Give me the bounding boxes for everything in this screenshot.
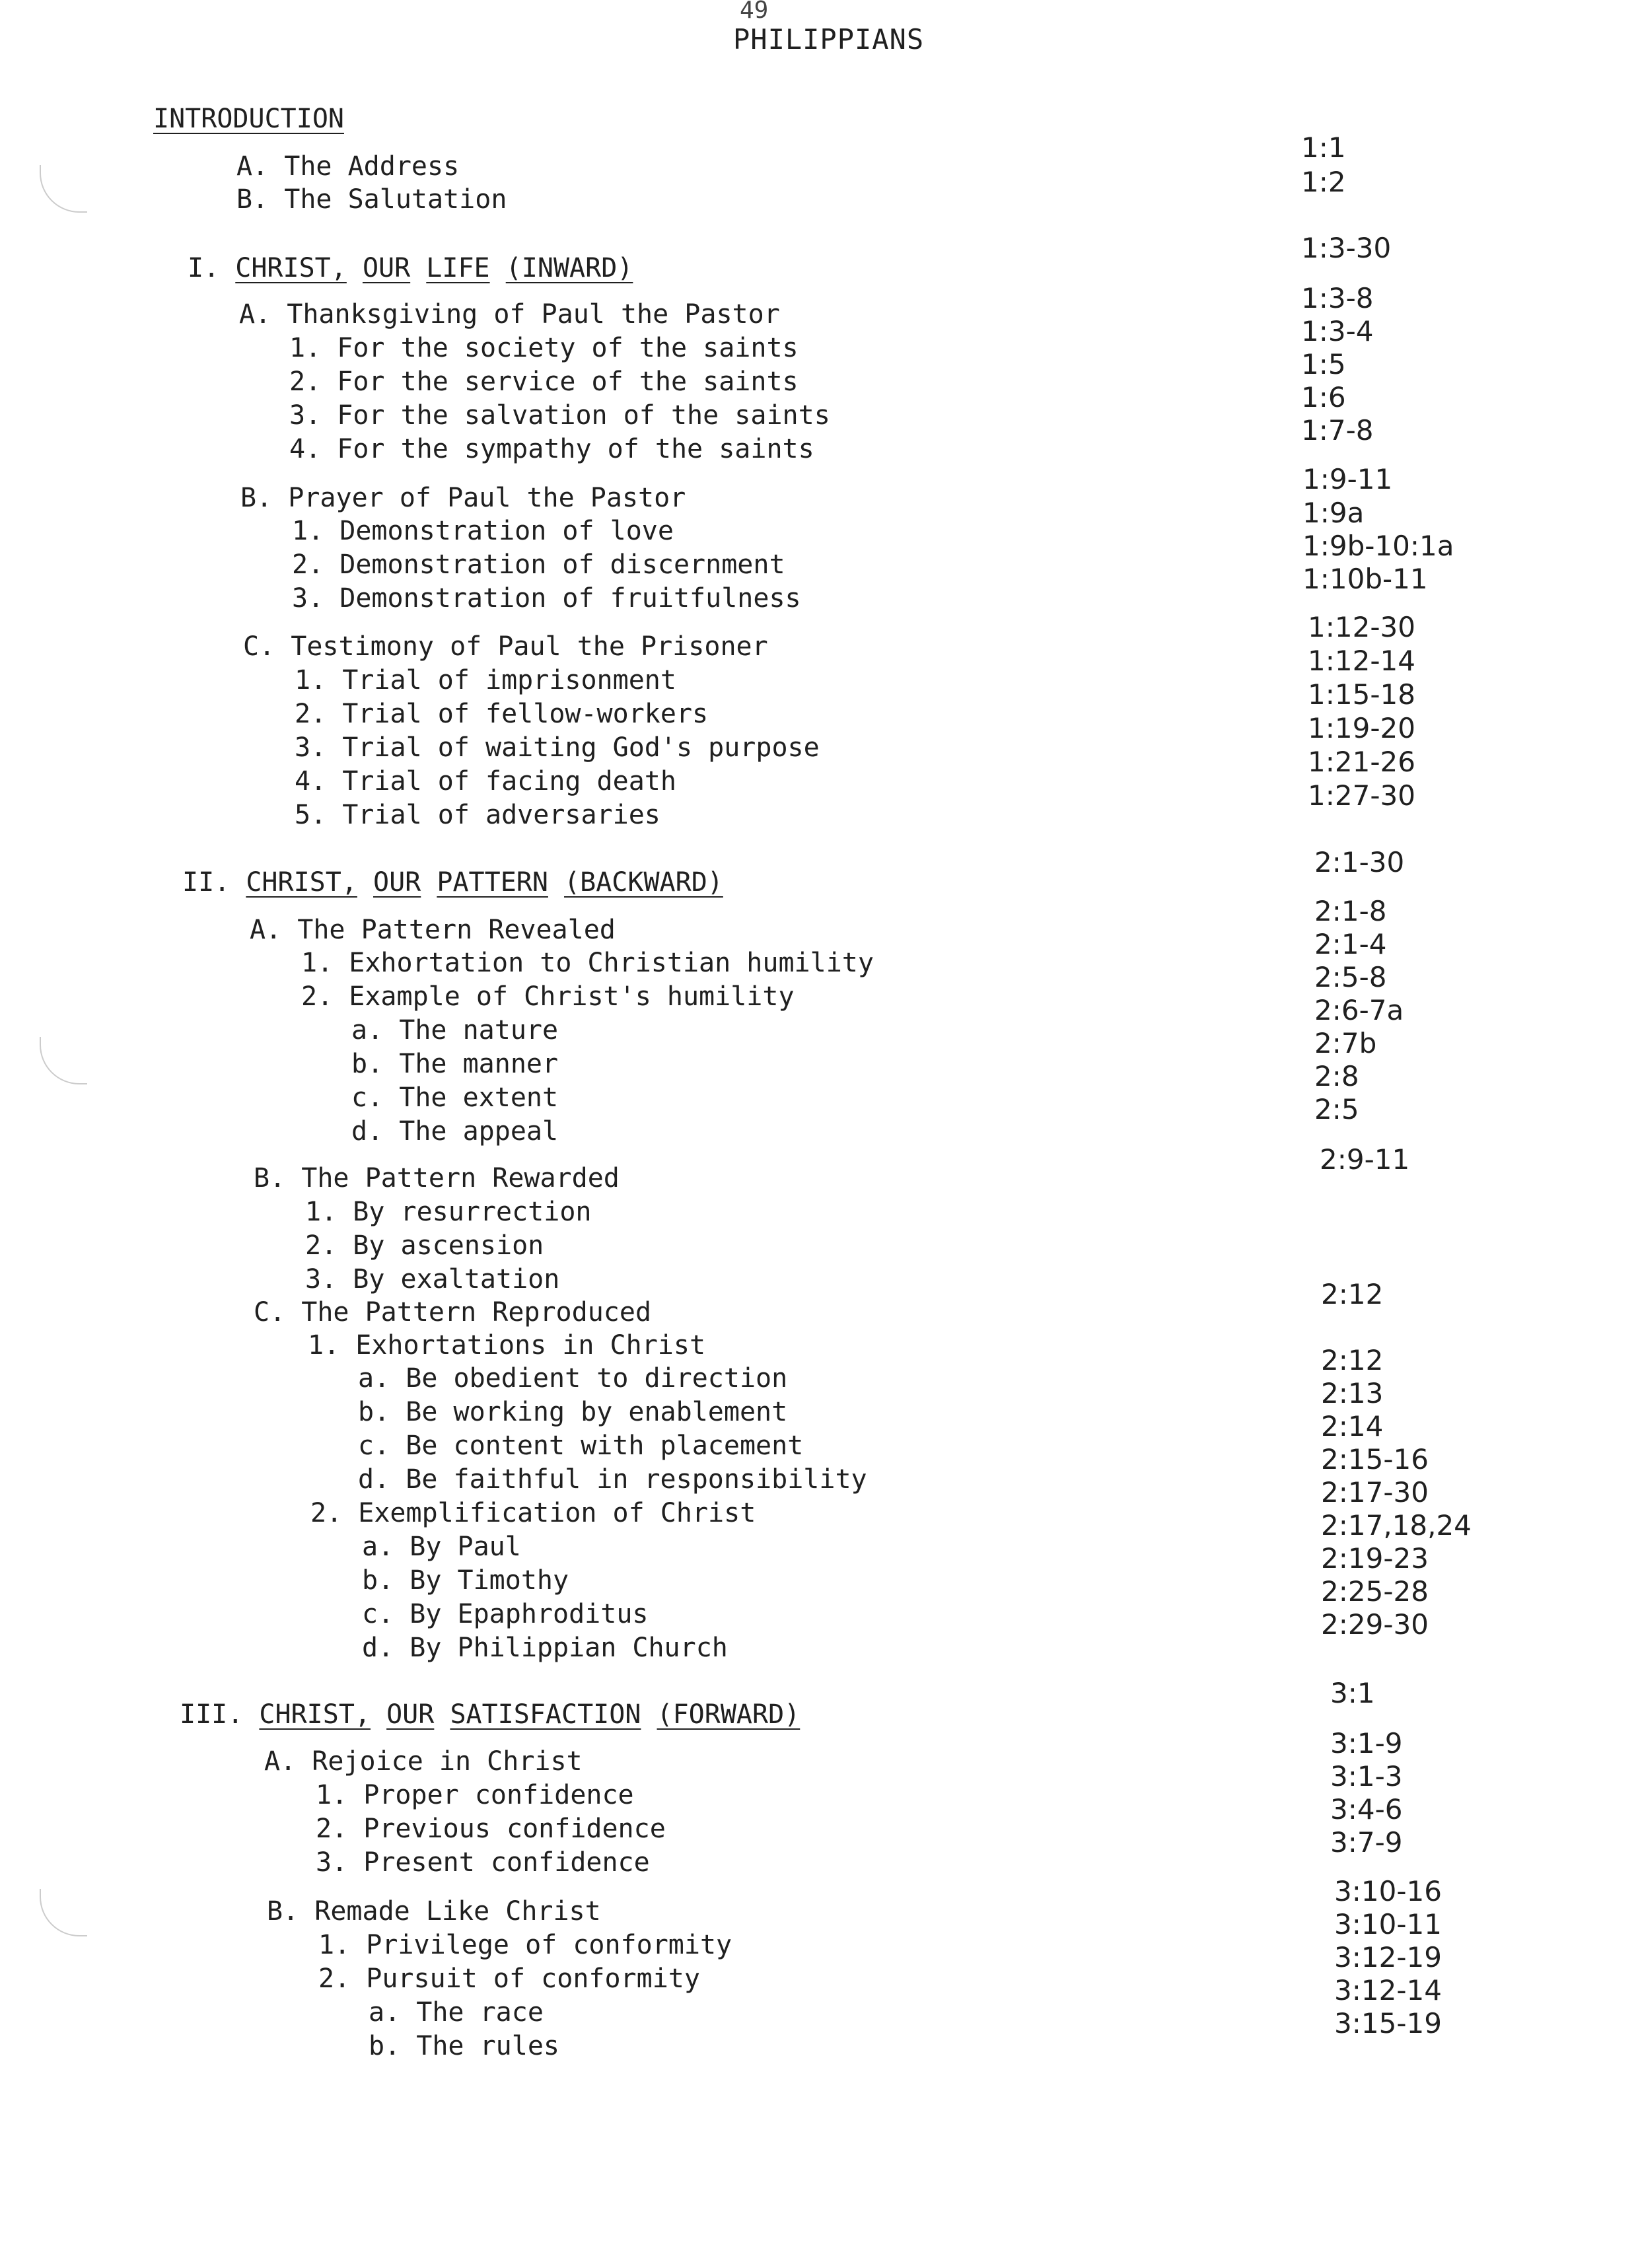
scripture-ref: 2:1-30 (1314, 846, 1405, 878)
outline-item: 3. For the salvation of the saints (289, 400, 830, 431)
scripture-ref: 1:9a (1302, 497, 1365, 529)
outline-item: 2. Exemplification of Christ (310, 1498, 756, 1528)
scripture-ref: 1:7-8 (1301, 414, 1374, 446)
outline-item: a. By Paul (362, 1532, 521, 1562)
outline-item: A. The Pattern Revealed (250, 915, 616, 945)
outline-item: 1. Proper confidence (316, 1780, 634, 1810)
heading-word: CHRIST, (246, 867, 357, 898)
scripture-ref: 1:3-4 (1301, 315, 1374, 347)
scripture-ref: 1:9-11 (1302, 463, 1393, 495)
outline-item: 3. Demonstration of fruitfulness (292, 583, 801, 614)
intro-heading: INTRODUCTION (153, 104, 344, 134)
binder-hole-mark (40, 1037, 87, 1084)
outline-item: b. Be working by enablement (358, 1397, 788, 1427)
outline-item: 2. By ascension (305, 1230, 544, 1261)
scripture-ref: 2:19-23 (1321, 1542, 1429, 1575)
scripture-ref: 2:8 (1314, 1060, 1359, 1092)
scripture-ref: 3:15-19 (1334, 2007, 1442, 2039)
scripture-ref: 2:25-28 (1321, 1575, 1429, 1608)
heading-word: OUR (386, 1699, 435, 1730)
heading-word: (BACKWARD) (564, 867, 723, 898)
outline-item: c. The extent (351, 1082, 559, 1113)
outline-item: 1. Exhortation to Christian humility (301, 948, 874, 978)
outline-item: 2. Example of Christ's humility (301, 981, 795, 1012)
section-numeral: I. (188, 253, 220, 283)
outline-item: 1. Privilege of conformity (318, 1930, 732, 1960)
page-title: PHILIPPIANS (733, 23, 925, 55)
outline-item: c. Be content with placement (358, 1431, 804, 1461)
heading-word: PATTERN (437, 867, 548, 898)
scripture-ref: 1:19-20 (1308, 712, 1415, 744)
scripture-ref: 1:2 (1301, 166, 1346, 198)
outline-item: 1. Trial of imprisonment (295, 665, 676, 695)
outline-item: 3. Present confidence (316, 1847, 650, 1878)
scripture-ref: 1:9b-10:1a (1302, 530, 1454, 562)
scripture-ref: 3:7-9 (1330, 1826, 1403, 1859)
outline-item: 5. Trial of adversaries (295, 800, 660, 830)
heading-word: SATISFACTION (450, 1699, 641, 1730)
scripture-ref: 1:5 (1301, 348, 1346, 380)
outline-item: B. The Salutation (236, 184, 507, 215)
heading-word: CHRIST, (235, 253, 347, 283)
heading-word: LIFE (426, 253, 490, 283)
heading-word: CHRIST, (259, 1699, 371, 1730)
outline-item: A. Rejoice in Christ (264, 1746, 583, 1777)
outline-item: A. Thanksgiving of Paul the Pastor (239, 299, 780, 330)
heading-word: OUR (362, 253, 411, 283)
scripture-ref: 2:5-8 (1314, 961, 1387, 993)
scripture-ref: 1:3-8 (1301, 282, 1374, 314)
scripture-ref: 1:21-26 (1308, 746, 1415, 778)
scripture-ref: 3:1-9 (1330, 1727, 1403, 1759)
outline-item: B. Remade Like Christ (267, 1896, 601, 1927)
outline-item: c. By Epaphroditus (362, 1599, 649, 1629)
scripture-ref: 1:15-18 (1308, 678, 1415, 711)
outline-item: b. The rules (369, 2031, 559, 2061)
outline-item: 3. Trial of waiting God's purpose (295, 732, 820, 763)
section-numeral: II. (182, 867, 231, 898)
scripture-ref: 2:29-30 (1321, 1608, 1429, 1641)
outline-item: a. Be obedient to direction (358, 1363, 788, 1394)
section-numeral: III. (180, 1699, 244, 1730)
scripture-ref: 2:12 (1321, 1344, 1384, 1376)
binder-hole-mark (40, 165, 87, 213)
scripture-ref: 3:1 (1330, 1677, 1375, 1709)
scripture-ref: 2:15-16 (1321, 1443, 1429, 1475)
scripture-ref: 2:17,18,24 (1321, 1509, 1472, 1542)
scripture-ref: 1:1 (1301, 131, 1346, 164)
outline-item: B. Prayer of Paul the Pastor (240, 483, 686, 513)
section-heading (180, 1699, 800, 1730)
scripture-ref: 3:10-16 (1334, 1875, 1442, 1907)
outline-item: a. The nature (351, 1015, 559, 1045)
outline-item: 2. Previous confidence (316, 1814, 666, 1844)
outline-item: b. The manner (351, 1049, 559, 1079)
scripture-ref: 3:10-11 (1334, 1908, 1442, 1940)
outline-item: 2. Trial of fellow-workers (295, 699, 709, 729)
scripture-ref: 2:6-7a (1314, 994, 1404, 1026)
scripture-ref: 3:1-3 (1330, 1760, 1403, 1792)
outline-item: 1. By resurrection (305, 1197, 592, 1227)
outline-item: 2. Pursuit of conformity (318, 1964, 700, 1994)
scripture-ref: 1:12-14 (1308, 645, 1415, 677)
scripture-ref: 2:7b (1314, 1027, 1377, 1059)
heading-word: OUR (373, 867, 421, 898)
scripture-ref: 2:14 (1321, 1410, 1384, 1442)
outline-item: d. By Philippian Church (362, 1633, 728, 1663)
page-number: 49 (740, 0, 769, 24)
outline-item: 4. Trial of facing death (295, 766, 676, 797)
scripture-ref: 2:13 (1321, 1377, 1384, 1409)
outline-item: b. By Timothy (362, 1565, 569, 1596)
scripture-ref: 2:5 (1314, 1093, 1359, 1125)
scripture-ref: 3:4-6 (1330, 1793, 1403, 1825)
outline-item: A. The Address (236, 151, 460, 182)
scripture-ref: 1:6 (1301, 381, 1346, 413)
scripture-ref: 2:17-30 (1321, 1476, 1429, 1508)
outline-item: a. The race (369, 1997, 544, 2028)
scripture-ref: 3:12-19 (1334, 1941, 1442, 1973)
outline-item: 2. For the service of the saints (289, 367, 799, 397)
outline-item: 2. Demonstration of discernment (292, 549, 785, 580)
scripture-ref: 1:12-30 (1308, 611, 1415, 643)
scripture-ref: 3:12-14 (1334, 1974, 1442, 2006)
scripture-ref: 1:27-30 (1308, 779, 1415, 812)
outline-item: 3. By exaltation (305, 1264, 560, 1294)
outline-item: d. Be faithful in responsibility (358, 1464, 867, 1495)
scripture-ref: 2:9-11 (1320, 1143, 1410, 1176)
outline-item: 1. Demonstration of love (292, 516, 674, 546)
heading-word: (INWARD) (505, 253, 633, 283)
scripture-ref: 2:1-8 (1314, 895, 1387, 927)
outline-item: C. Testimony of Paul the Prisoner (243, 631, 768, 662)
section-heading (188, 252, 633, 284)
scripture-ref: 1:3-30 (1301, 232, 1392, 264)
outline-item: C. The Pattern Reproduced (254, 1297, 652, 1328)
scripture-ref: 1:10b-11 (1302, 563, 1428, 595)
outline-item: d. The appeal (351, 1116, 559, 1147)
outline-item: 4. For the sympathy of the saints (289, 434, 814, 464)
outline-item: 1. For the society of the saints (289, 333, 799, 363)
scripture-ref: 2:12 (1321, 1278, 1384, 1310)
section-heading (182, 867, 723, 898)
outline-item: B. The Pattern Rewarded (254, 1163, 620, 1193)
heading-word: (FORWARD) (657, 1699, 801, 1730)
outline-item: 1. Exhortations in Christ (308, 1330, 706, 1361)
binder-hole-mark (40, 1889, 87, 1936)
scripture-ref: 2:1-4 (1314, 928, 1387, 960)
